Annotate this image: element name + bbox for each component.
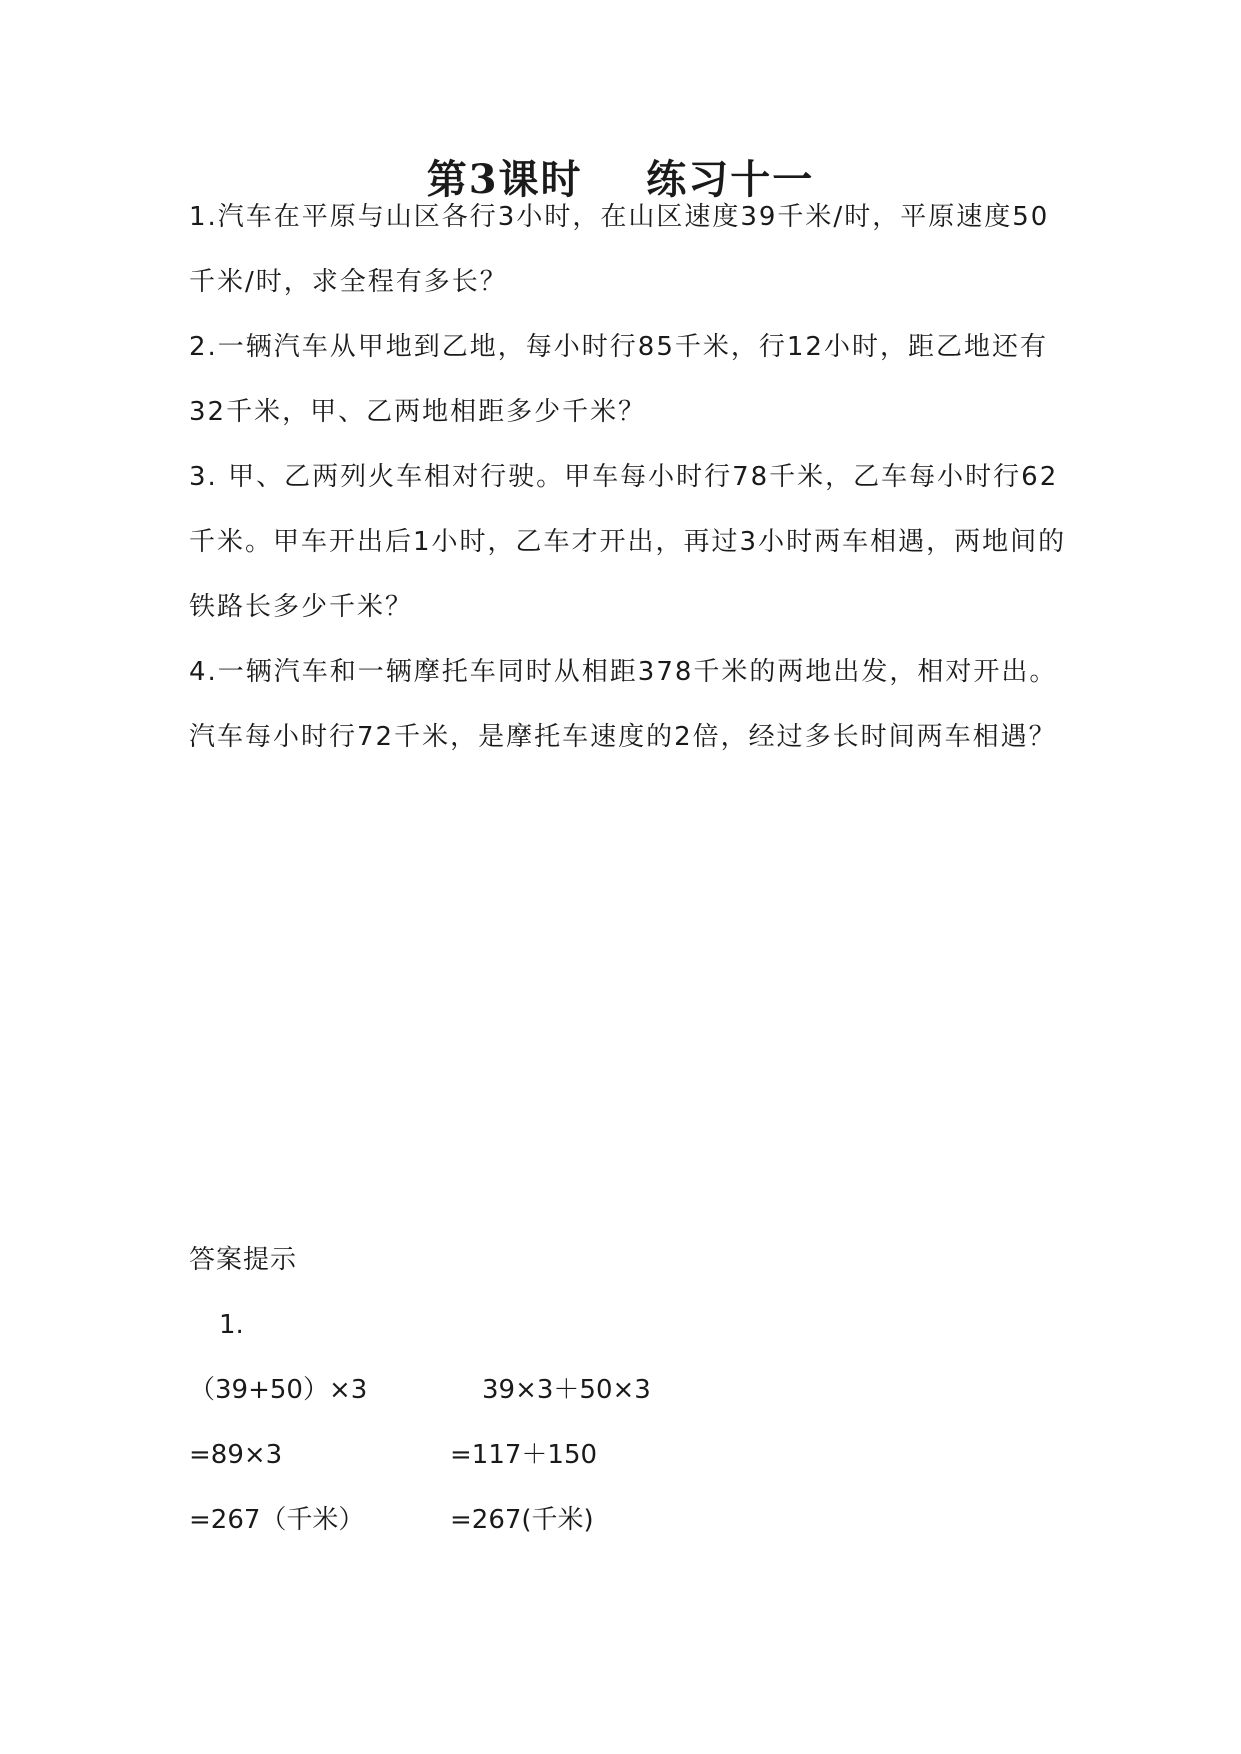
method-b-line-2: =117＋150 xyxy=(450,1440,598,1470)
method-b-line-1: 39×3＋50×3 xyxy=(482,1375,651,1405)
method-a-line-3: =267（千米） xyxy=(189,1505,365,1535)
answer-heading: 答案提示 xyxy=(189,1245,298,1275)
method-a-line-1: （39+50）×3 xyxy=(189,1375,368,1405)
method-a-line-2: =89×3 xyxy=(189,1440,283,1470)
answer-item-number: 1. xyxy=(219,1310,244,1340)
question-4: 4.一辆汽车和一辆摩托车同时从相距378千米的两地出发，相对开出。汽车每小时行72千米，是摩托车速度的2倍，经过多长时间两车相遇？ xyxy=(189,657,1058,752)
question-1: 1.汽车在平原与山区各行3小时，在山区速度39千米/时，平原速度50千米/时，求全程有多长？ xyxy=(189,202,1050,297)
question-2: 2.一辆汽车从甲地到乙地，每小时行85千米，行12小时，距乙地还有32千米，甲、乙两地相距多少千米？ xyxy=(189,332,1048,427)
page-title: 第3课时 练习十一 xyxy=(426,155,815,203)
method-b-line-3: =267(千米) xyxy=(450,1505,594,1535)
question-3: 3. 甲、乙两列火车相对行驶。甲车每小时行78千米，乙车每小时行62千米。甲车开出后1小时，乙车才开出，再过3小时两车相遇，两地间的铁路长多少千米？ xyxy=(189,462,1067,622)
